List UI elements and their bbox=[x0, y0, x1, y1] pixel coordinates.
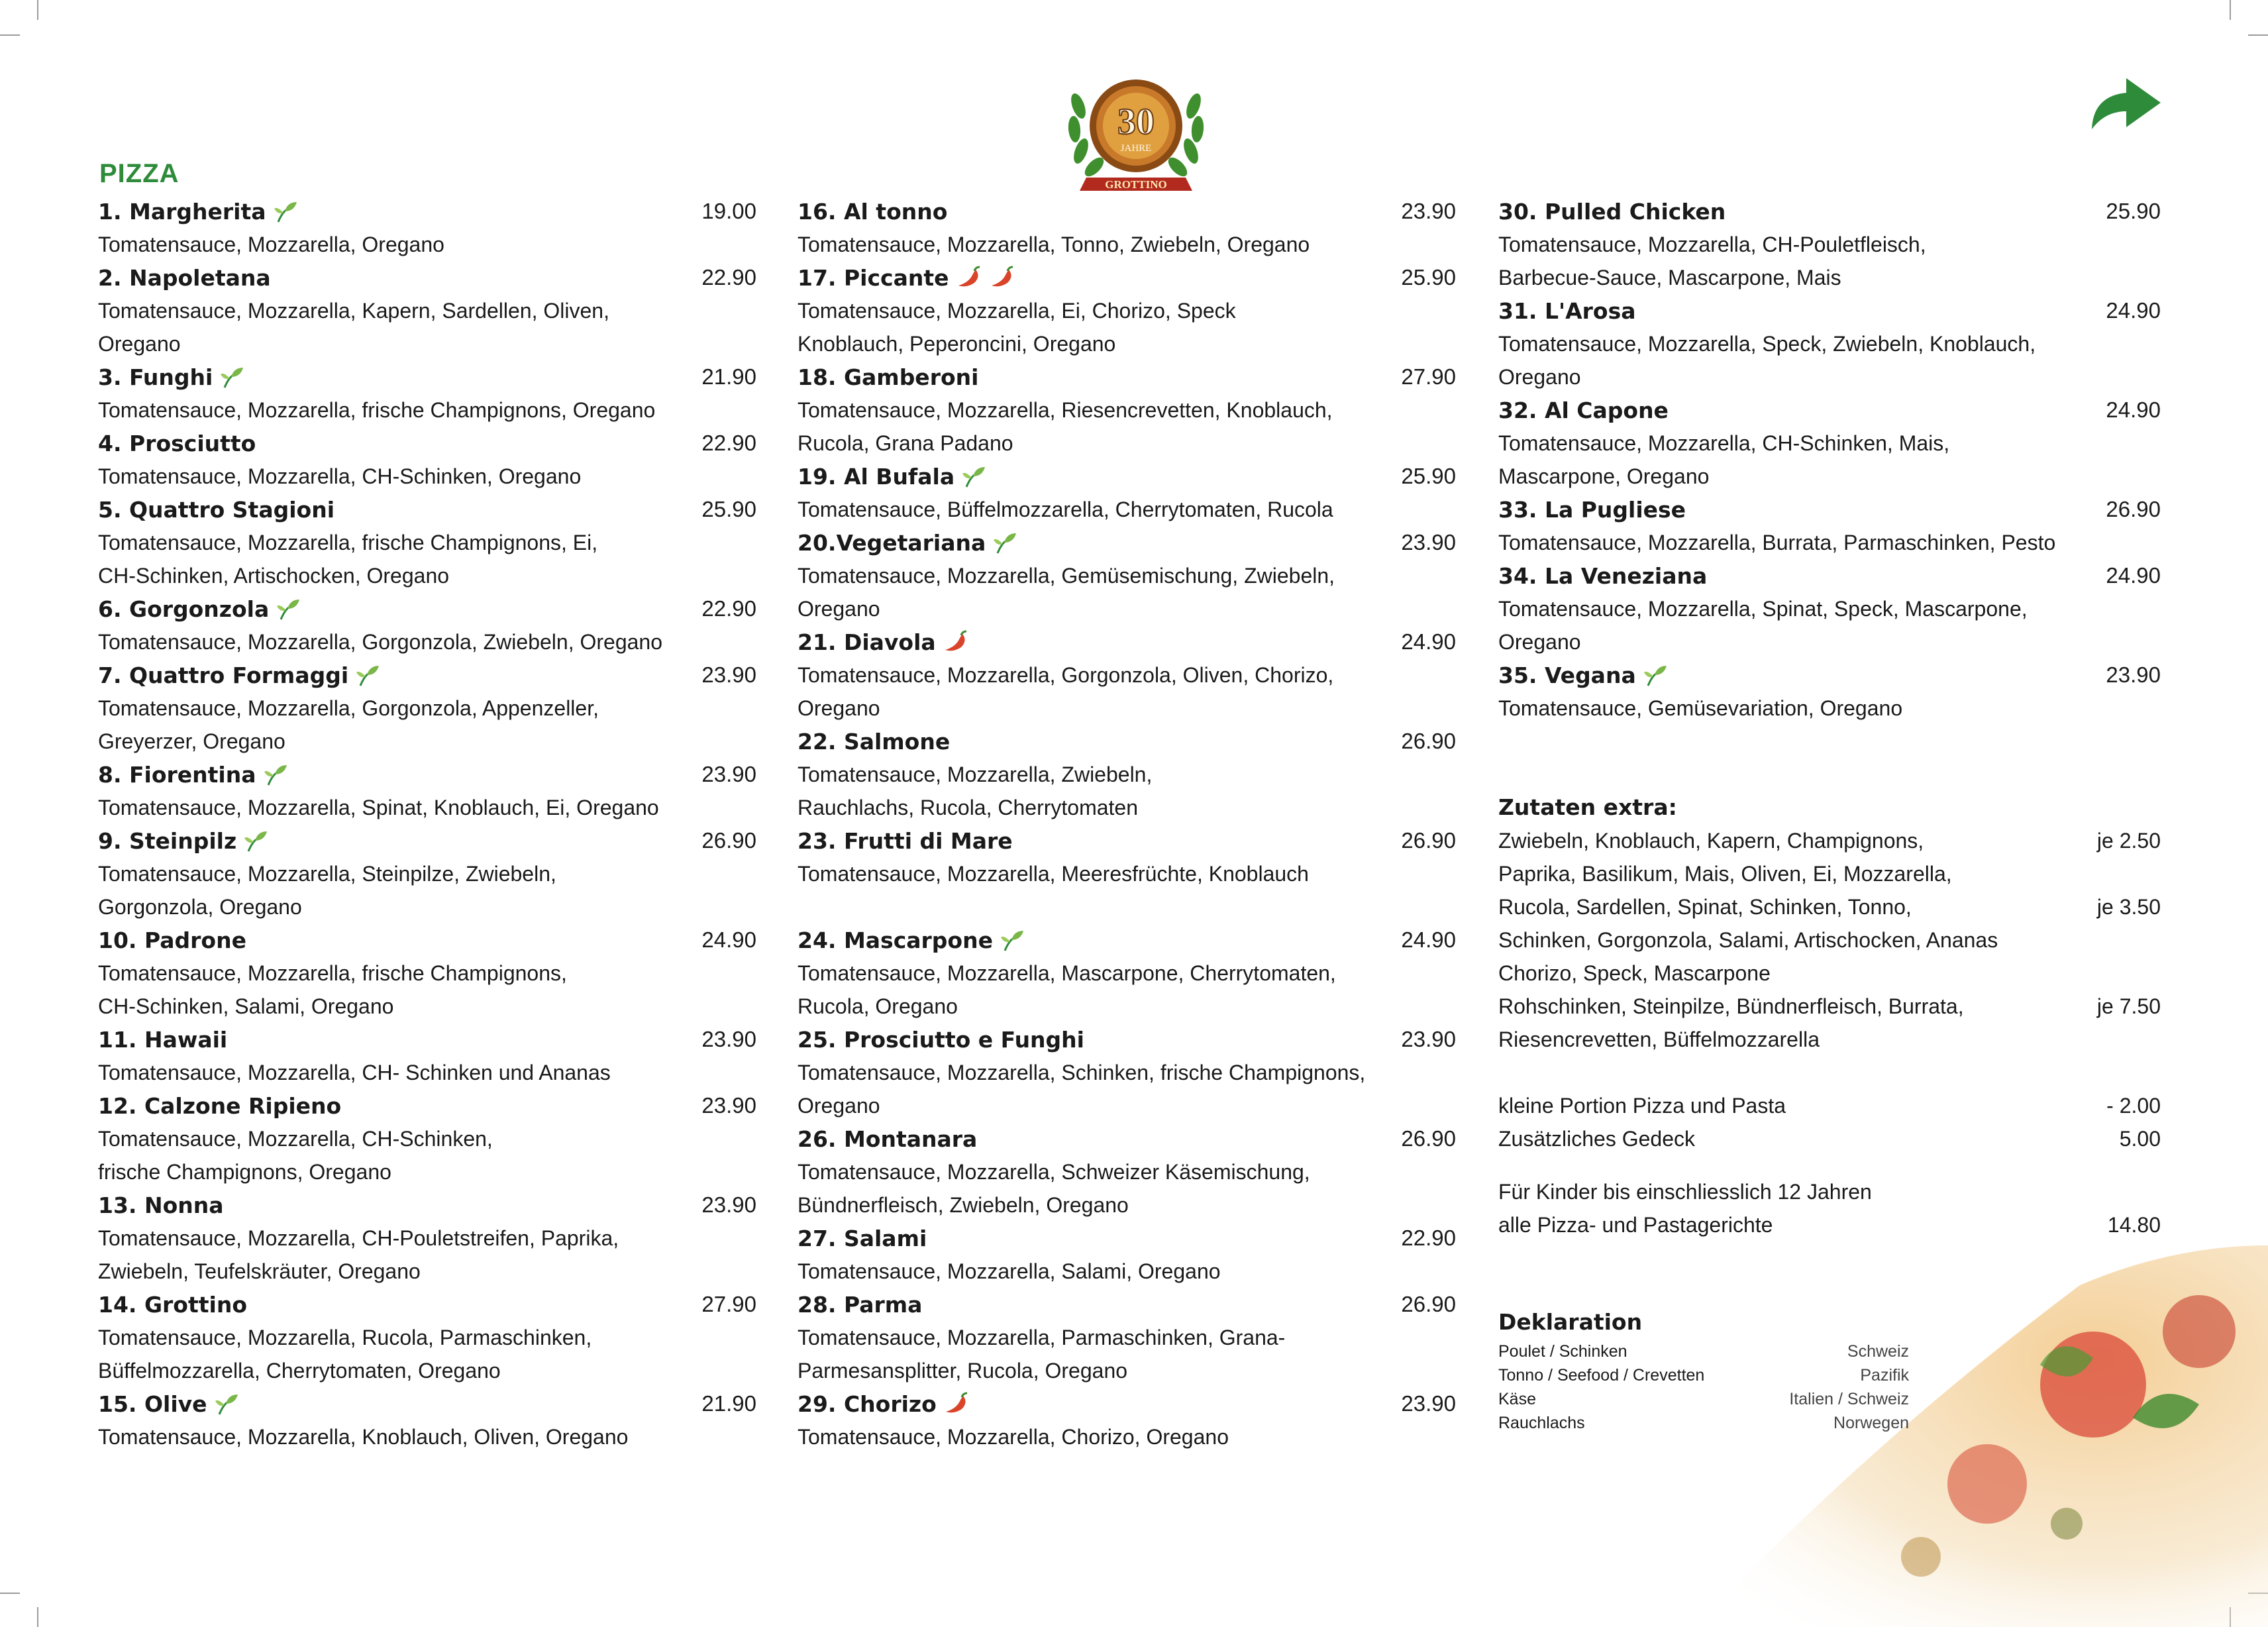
menu-item-name: 26. Montanara bbox=[798, 1126, 978, 1152]
menu-item bbox=[98, 1188, 756, 1288]
menu-item-description: Tomatensauce, Mozzarella, Ei, Chorizo, Speck bbox=[798, 299, 1236, 323]
extras-ingredients: Rohschinken, Steinpilze, Bündnerfleisch, Burrata, bbox=[1498, 994, 1964, 1018]
menu-item-description: Tomatensauce, Mozzarella, Rucola, Parmaschinken, bbox=[98, 1326, 592, 1349]
menu-item bbox=[798, 824, 1456, 890]
menu-item bbox=[798, 1023, 1456, 1122]
extras-ingredients: Rucola, Sardellen, Spinat, Schinken, Tonno, bbox=[1498, 895, 1912, 919]
menu-item-name: 11. Hawaii bbox=[98, 1026, 228, 1053]
menu-item-price: 24.90 bbox=[2106, 397, 2161, 422]
menu-item bbox=[798, 1288, 1456, 1387]
menu-item-price: 23.90 bbox=[701, 1093, 756, 1118]
extras-row bbox=[1498, 824, 2161, 857]
leaf-icon bbox=[1000, 928, 1026, 952]
menu-item-description: Tomatensauce, Mozzarella, Schweizer Käsemischung, bbox=[798, 1160, 1310, 1184]
menu-item-price: 23.90 bbox=[701, 1192, 756, 1217]
extras-title: Zutaten extra: bbox=[1498, 794, 1677, 820]
menu-item bbox=[798, 261, 1456, 360]
menu-item-description: frische Champignons, Oregano bbox=[98, 1160, 391, 1184]
menu-item-price: 22.90 bbox=[1401, 1226, 1456, 1250]
menu-item bbox=[98, 824, 756, 923]
kids-row-1 bbox=[1498, 1175, 2161, 1208]
menu-item-description: Tomatensauce, Mozzarella, frische Champignons, bbox=[98, 961, 567, 985]
menu-item-description: Tomatensauce, Mozzarella, Spinat, Knoblauch, Ei, Oregano bbox=[98, 796, 659, 819]
menu-item-price: 23.90 bbox=[701, 762, 756, 786]
cover-charge-price: 5.00 bbox=[2119, 1127, 2161, 1151]
menu-item-price: 26.90 bbox=[1401, 1292, 1456, 1316]
menu-item-description: Tomatensauce, Mozzarella, Schinken, frische Champignons, bbox=[798, 1061, 1366, 1084]
menu-item-description: Tomatensauce, Mozzarella, Zwiebeln, bbox=[798, 762, 1153, 786]
menu-item-description: Tomatensauce, Mozzarella, Salami, Oregano bbox=[798, 1259, 1221, 1283]
menu-item-price: 25.90 bbox=[2106, 199, 2161, 223]
menu-item-description: Tomatensauce, Mozzarella, Gemüsemischung, Zwiebeln, bbox=[798, 564, 1335, 588]
chili-icon bbox=[989, 266, 1015, 289]
leaf-icon bbox=[355, 663, 382, 687]
small-portion-label: kleine Portion Pizza und Pasta bbox=[1498, 1094, 1786, 1118]
menu-item-description: Tomatensauce, Mozzarella, CH- Schinken und Ananas bbox=[98, 1061, 611, 1084]
menu-item bbox=[798, 725, 1456, 824]
logo-years: JAHRE bbox=[1120, 143, 1152, 154]
declaration-item: Käse bbox=[1498, 1390, 1536, 1408]
extras-ingredients: Zwiebeln, Knoblauch, Kapern, Champignons, bbox=[1498, 829, 1924, 853]
menu-item-price: 24.90 bbox=[2106, 563, 2161, 588]
crop-mark bbox=[0, 34, 20, 36]
menu-item-description: Tomatensauce, Mozzarella, Spinat, Speck, Mascarpone, bbox=[1498, 597, 2028, 621]
menu-item-price: 22.90 bbox=[701, 431, 756, 455]
declaration-title: Deklaration bbox=[1498, 1309, 1643, 1335]
menu-item-description: Tomatensauce, Gemüsevariation, Oregano bbox=[1498, 696, 1903, 720]
menu-item-name: 7. Quattro Formaggi bbox=[98, 662, 349, 688]
menu-item-description: Tomatensauce, Mozzarella, Gorgonzola, Oliven, Chorizo, bbox=[798, 663, 1334, 687]
menu-item-name: 14. Grottino bbox=[98, 1291, 248, 1318]
menu-item-name: 30. Pulled Chicken bbox=[1498, 198, 1726, 225]
crop-mark bbox=[37, 0, 38, 20]
menu-item-name: 10. Padrone bbox=[98, 927, 246, 953]
menu-item-description: Oregano bbox=[798, 696, 880, 720]
menu-item-name: 35. Vegana bbox=[1498, 662, 1636, 688]
leaf-icon bbox=[961, 464, 988, 488]
menu-item-name: 9. Steinpilz bbox=[98, 827, 237, 854]
menu-item-name: 24. Mascarpone bbox=[798, 927, 993, 953]
menu-item-price: 23.90 bbox=[1401, 530, 1456, 554]
menu-item-description: Gorgonzola, Oregano bbox=[98, 895, 302, 919]
menu-item-description: CH-Schinken, Artischocken, Oregano bbox=[98, 564, 450, 588]
menu-item-description: Tomatensauce, Mozzarella, Speck, Zwiebeln, Knoblauch, bbox=[1498, 332, 2036, 356]
menu-item-description: Greyerzer, Oregano bbox=[98, 729, 285, 753]
menu-item-description: Tomatensauce, Mozzarella, Tonno, Zwiebeln, Oregano bbox=[798, 233, 1310, 256]
menu-item-description: Oregano bbox=[98, 332, 181, 356]
chili-icon bbox=[943, 1392, 970, 1416]
menu-item-name: 17. Piccante bbox=[798, 264, 949, 291]
menu-item-description: Rucola, Grana Padano bbox=[798, 431, 1013, 455]
menu-item-price: 22.90 bbox=[701, 596, 756, 621]
menu-item bbox=[98, 1387, 756, 1453]
menu-item bbox=[98, 923, 756, 1023]
menu-item-name: 8. Fiorentina bbox=[98, 761, 256, 788]
kids-row-2 bbox=[1498, 1208, 2161, 1241]
crop-mark bbox=[2248, 34, 2268, 36]
menu-item-name: 2. Napoletana bbox=[98, 264, 271, 291]
small-portion-price: - 2.00 bbox=[2106, 1094, 2161, 1118]
extras-row bbox=[1498, 1023, 2161, 1056]
menu-item-description: Tomatensauce, Mozzarella, frische Champignons, Oregano bbox=[98, 398, 656, 422]
logo-banner: GROTTINO bbox=[1105, 178, 1167, 191]
declaration-item: Rauchlachs bbox=[1498, 1414, 1585, 1432]
menu-item-name: 27. Salami bbox=[798, 1225, 927, 1251]
leaf-icon bbox=[219, 365, 246, 389]
menu-item-description: Tomatensauce, Mozzarella, Chorizo, Oregano bbox=[798, 1425, 1229, 1449]
arrow-right-icon[interactable] bbox=[2087, 73, 2166, 132]
menu-item-description: Rucola, Oregano bbox=[798, 994, 958, 1018]
menu-item bbox=[98, 493, 756, 592]
menu-item bbox=[798, 526, 1456, 625]
menu-item-price: 23.90 bbox=[2106, 662, 2161, 687]
extras-price: je 3.50 bbox=[2096, 895, 2161, 919]
menu-item-name: 13. Nonna bbox=[98, 1192, 224, 1218]
menu-item-description: Parmesansplitter, Rucola, Oregano bbox=[798, 1359, 1128, 1383]
menu-item-description: Tomatensauce, Mozzarella, Riesencrevetten, Knoblauch, bbox=[798, 398, 1333, 422]
kids-price: 14.80 bbox=[2107, 1213, 2161, 1237]
declaration-row bbox=[1498, 1339, 1909, 1363]
menu-item-description: Tomatensauce, Mozzarella, Knoblauch, Oliven, Oregano bbox=[98, 1425, 629, 1449]
menu-item-description: Barbecue-Sauce, Mascarpone, Mais bbox=[1498, 266, 1841, 289]
menu-item-name: 25. Prosciutto e Funghi bbox=[798, 1026, 1084, 1053]
chili-icon bbox=[943, 630, 969, 654]
menu-item-description: Tomatensauce, Büffelmozzarella, Cherrytomaten, Rucola bbox=[798, 498, 1333, 521]
menu-item-description: Oregano bbox=[1498, 630, 1581, 654]
menu-column-3 bbox=[1498, 195, 2161, 1435]
menu-item-price: 21.90 bbox=[701, 1391, 756, 1416]
menu-item-description: Tomatensauce, Mozzarella, Meeresfrüchte, Knoblauch bbox=[798, 862, 1309, 886]
crop-mark bbox=[2230, 0, 2231, 20]
menu-item bbox=[798, 1222, 1456, 1288]
declaration-origin: Pazifik bbox=[1860, 1366, 1909, 1385]
menu-item-description: Oregano bbox=[1498, 365, 1581, 389]
menu-item bbox=[98, 195, 756, 261]
menu-item-name: 31. L'Arosa bbox=[1498, 297, 1636, 324]
menu-item bbox=[1498, 559, 2161, 658]
cover-charge-row bbox=[1498, 1122, 2161, 1155]
extras-ingredients: Riesencrevetten, Büffelmozzarella bbox=[1498, 1027, 1820, 1051]
menu-item-name: 20.Vegetariana bbox=[798, 529, 986, 556]
menu-item-description: Tomatensauce, Mozzarella, Gorgonzola, Zwiebeln, Oregano bbox=[98, 630, 662, 654]
declaration-item: Tonno / Seefood / Crevetten bbox=[1498, 1366, 1705, 1385]
menu-item bbox=[98, 658, 756, 758]
menu-item-name: 3. Funghi bbox=[98, 364, 213, 390]
menu-item-price: 24.90 bbox=[701, 927, 756, 952]
extras-row bbox=[1498, 890, 2161, 923]
extras-ingredients: Chorizo, Speck, Mascarpone bbox=[1498, 961, 1771, 985]
menu-item-description: Tomatensauce, Mozzarella, Oregano bbox=[98, 233, 444, 256]
chili-icon bbox=[956, 266, 982, 289]
menu-item-description: Rauchlachs, Rucola, Cherrytomaten bbox=[798, 796, 1139, 819]
menu-item-name: 19. Al Bufala bbox=[798, 463, 955, 490]
menu-item-name: 33. La Pugliese bbox=[1498, 496, 1686, 523]
declaration-origin: Italien / Schweiz bbox=[1789, 1390, 1909, 1408]
menu-item-description: Tomatensauce, Mozzarella, CH-Schinken, Mais, bbox=[1498, 431, 1950, 455]
menu-item-description: Tomatensauce, Mozzarella, Kapern, Sardellen, Oliven, bbox=[98, 299, 609, 323]
kids-text-1: Für Kinder bis einschliesslich 12 Jahren bbox=[1498, 1180, 1872, 1204]
menu-item-description: CH-Schinken, Salami, Oregano bbox=[98, 994, 394, 1018]
menu-item-price: 19.00 bbox=[701, 199, 756, 223]
menu-item-description: Tomatensauce, Mozzarella, CH-Pouletstreifen, Paprika, bbox=[98, 1226, 619, 1250]
leaf-icon bbox=[263, 762, 289, 786]
leaf-icon bbox=[1643, 663, 1669, 687]
menu-item-description: Oregano bbox=[798, 597, 880, 621]
menu-item-name: 4. Prosciutto bbox=[98, 430, 256, 456]
menu-item-price: 26.90 bbox=[701, 828, 756, 853]
logo-number: 30 bbox=[1117, 101, 1155, 142]
menu-item-name: 18. Gamberoni bbox=[798, 364, 979, 390]
declaration-origin: Norwegen bbox=[1833, 1414, 1909, 1432]
menu-item-price: 23.90 bbox=[1401, 199, 1456, 223]
menu-item-price: 24.90 bbox=[2106, 298, 2161, 323]
crop-mark bbox=[37, 1607, 38, 1627]
menu-item-price: 26.90 bbox=[1401, 1126, 1456, 1151]
cover-charge-label: Zusätzliches Gedeck bbox=[1498, 1127, 1696, 1151]
small-portion-row bbox=[1498, 1089, 2161, 1122]
extras-row bbox=[1498, 923, 2161, 957]
menu-item-price: 24.90 bbox=[1401, 629, 1456, 654]
extras-price: je 2.50 bbox=[2096, 829, 2161, 853]
menu-item-name: 12. Calzone Ripieno bbox=[98, 1092, 342, 1119]
menu-item bbox=[798, 360, 1456, 460]
leaf-icon bbox=[243, 829, 270, 853]
menu-item-description: Zwiebeln, Teufelskräuter, Oregano bbox=[98, 1259, 421, 1283]
menu-item-description: Knoblauch, Peperoncini, Oregano bbox=[798, 332, 1116, 356]
menu-item bbox=[1498, 294, 2161, 394]
menu-item-price: 22.90 bbox=[701, 265, 756, 289]
menu-item bbox=[1498, 658, 2161, 725]
menu-item-name: 22. Salmone bbox=[798, 728, 951, 755]
menu-item-name: 16. Al tonno bbox=[798, 198, 948, 225]
menu-item-description: Büffelmozzarella, Cherrytomaten, Oregano bbox=[98, 1359, 501, 1383]
menu-item-price: 27.90 bbox=[1401, 364, 1456, 389]
menu-item-name: 29. Chorizo bbox=[798, 1391, 937, 1417]
menu-item-description: Tomatensauce, Mozzarella, Burrata, Parmaschinken, Pesto bbox=[1498, 531, 2056, 554]
extras-ingredients: Paprika, Basilikum, Mais, Oliven, Ei, Mozzarella, bbox=[1498, 862, 1952, 886]
menu-item-price: 23.90 bbox=[701, 662, 756, 687]
extras-ingredients: Schinken, Gorgonzola, Salami, Artischocken, Ananas bbox=[1498, 928, 1998, 952]
extras-list bbox=[1498, 824, 2161, 1056]
menu-item-description: Tomatensauce, Mozzarella, CH-Pouletfleisch, bbox=[1498, 233, 1926, 256]
leaf-icon bbox=[214, 1392, 240, 1416]
menu-item bbox=[98, 592, 756, 658]
menu-item-description: Tomatensauce, Mozzarella, Parmaschinken, Grana- bbox=[798, 1326, 1286, 1349]
declaration-row bbox=[1498, 1387, 1909, 1411]
menu-item-description: Tomatensauce, Mozzarella, Mascarpone, Cherrytomaten, bbox=[798, 961, 1336, 985]
menu-item-name: 32. Al Capone bbox=[1498, 397, 1669, 423]
menu-item bbox=[798, 625, 1456, 725]
menu-item-name: 1. Margherita bbox=[98, 198, 266, 225]
leaf-icon bbox=[992, 531, 1019, 554]
menu-item-name: 21. Diavola bbox=[798, 629, 936, 655]
menu-item-price: 25.90 bbox=[1401, 265, 1456, 289]
menu-item-name: 23. Frutti di Mare bbox=[798, 827, 1013, 854]
menu-item-name: 34. La Veneziana bbox=[1498, 562, 1708, 589]
extras-row bbox=[1498, 957, 2161, 990]
menu-item-description: Tomatensauce, Mozzarella, CH-Schinken, Oregano bbox=[98, 464, 582, 488]
menu-item-description: Bündnerfleisch, Zwiebeln, Oregano bbox=[798, 1193, 1129, 1217]
extras-row bbox=[1498, 857, 2161, 890]
menu-item bbox=[1498, 394, 2161, 493]
menu-item-description: Tomatensauce, Mozzarella, Gorgonzola, Appenzeller, bbox=[98, 696, 599, 720]
declaration-row bbox=[1498, 1411, 1909, 1435]
extras-price: je 7.50 bbox=[2096, 994, 2161, 1018]
declaration-list bbox=[1498, 1339, 2161, 1435]
menu-item bbox=[798, 923, 1456, 1023]
declaration-row bbox=[1498, 1363, 1909, 1387]
menu-item bbox=[1498, 493, 2161, 559]
menu-item bbox=[98, 1089, 756, 1188]
menu-item-description: Tomatensauce, Mozzarella, CH-Schinken, bbox=[98, 1127, 493, 1151]
menu-column-1 bbox=[98, 195, 756, 1453]
section-title: PIZZA bbox=[99, 159, 180, 188]
menu-item-description: Oregano bbox=[798, 1094, 880, 1118]
menu-item-price: 24.90 bbox=[1401, 927, 1456, 952]
crop-mark bbox=[0, 1593, 20, 1594]
menu-item bbox=[98, 758, 756, 824]
menu-item bbox=[98, 360, 756, 427]
grottino-logo bbox=[1060, 66, 1212, 205]
menu-item bbox=[798, 1122, 1456, 1222]
menu-item bbox=[98, 1288, 756, 1387]
menu-item-price: 25.90 bbox=[701, 497, 756, 521]
menu-item-price: 23.90 bbox=[1401, 1027, 1456, 1051]
menu-item bbox=[98, 427, 756, 493]
menu-item-price: 26.90 bbox=[1401, 828, 1456, 853]
extras-row bbox=[1498, 990, 2161, 1023]
menu-item-price: 21.90 bbox=[701, 364, 756, 389]
menu-item-price: 23.90 bbox=[701, 1027, 756, 1051]
declaration-item: Poulet / Schinken bbox=[1498, 1342, 1627, 1361]
menu-item bbox=[1498, 195, 2161, 294]
menu-item-description: Tomatensauce, Mozzarella, Steinpilze, Zwiebeln, bbox=[98, 862, 556, 886]
leaf-icon bbox=[276, 597, 302, 621]
menu-item bbox=[98, 261, 756, 360]
menu-item-name: 6. Gorgonzola bbox=[98, 596, 270, 622]
menu-item-price: 27.90 bbox=[701, 1292, 756, 1316]
declaration-origin: Schweiz bbox=[1847, 1342, 1909, 1361]
menu-column-2 bbox=[798, 195, 1456, 1453]
menu-item bbox=[798, 1387, 1456, 1453]
menu-item bbox=[98, 1023, 756, 1089]
menu-item-price: 26.90 bbox=[2106, 497, 2161, 521]
menu-item bbox=[798, 460, 1456, 526]
menu-item-price: 25.90 bbox=[1401, 464, 1456, 488]
menu-item bbox=[798, 195, 1456, 261]
leaf-icon bbox=[273, 199, 299, 223]
menu-item-description: Mascarpone, Oregano bbox=[1498, 464, 1710, 488]
menu-item-name: 5. Quattro Stagioni bbox=[98, 496, 335, 523]
menu-item-price: 26.90 bbox=[1401, 729, 1456, 753]
menu-item-price: 23.90 bbox=[1401, 1391, 1456, 1416]
menu-item-name: 28. Parma bbox=[798, 1291, 923, 1318]
menu-item-name: 15. Olive bbox=[98, 1391, 207, 1417]
menu-item-description: Tomatensauce, Mozzarella, frische Champignons, Ei, bbox=[98, 531, 598, 554]
kids-text-2: alle Pizza- und Pastagerichte bbox=[1498, 1213, 1773, 1237]
